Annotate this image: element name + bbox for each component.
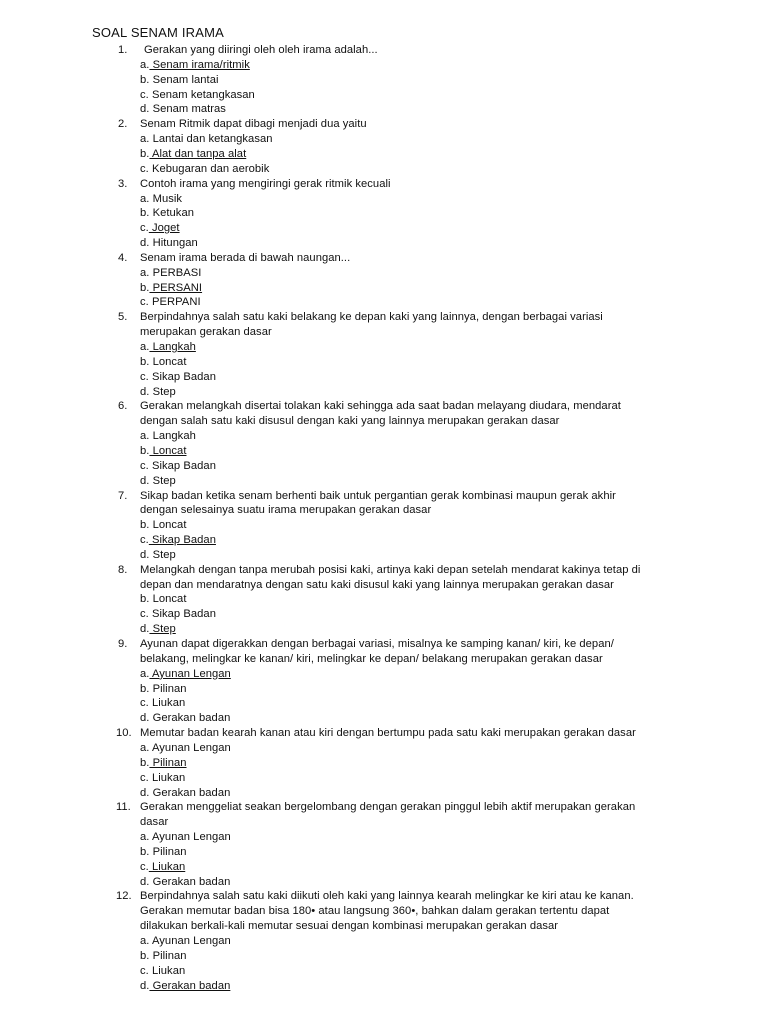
answer-option-correct [140,281,202,295]
option-letter: d. [140,623,150,636]
option-text: Senam matras [149,103,226,116]
question-number: 6. [118,400,128,413]
option-text: Sikap Badan [148,608,216,621]
question-number: 3. [118,177,128,190]
option-text: Loncat [149,355,187,368]
option-letter: b. [140,845,150,858]
question-text: Gerakan yang diiringi oleh oleh irama adalah... [144,44,378,56]
answer-option [140,518,187,532]
option-text: Sikap Badan [148,370,216,383]
option-letter: b. [140,519,150,532]
option-letter: b. [140,147,150,160]
answer-option [140,266,201,280]
page-title: SOAL SENAM IRAMA [92,25,225,40]
question-number: 7. [118,489,128,502]
answer-option [140,355,187,369]
option-text: Sikap Badan [148,534,216,547]
answer-option [140,295,201,309]
answer-option [140,385,176,399]
option-letter: d. [140,385,150,398]
answer-option-correct [140,533,216,547]
answer-option [140,206,194,220]
answer-option-correct [140,340,196,354]
option-text: Ayunan Lengan [149,935,231,947]
option-text: Gerakan badan [149,786,231,799]
answer-option [140,845,187,859]
option-letter: b. [140,756,150,769]
question-text: Gerakan melangkah disertai tolakan kaki sehingga ada saat badan melayang diudara, mendarat [140,400,621,413]
option-letter: c. [140,697,149,710]
answer-option [140,474,176,488]
option-letter: d. [140,786,150,799]
option-text: Gerakan badan [149,875,231,888]
question-text: dengan salah satu kaki disusul dengan kaki yang lainnya merupakan gerakan dasar [140,415,560,428]
option-text: Ayunan Lengan [149,667,231,680]
answer-option-correct [140,667,231,681]
question-text: Contoh irama yang mengiringi gerak ritmik kecuali [140,177,391,190]
option-text: Liukan [148,964,186,977]
answer-option [140,711,230,725]
option-letter: a. [140,935,150,947]
question-text: Berpindahnya salah satu kaki belakang ke depan kaki yang lainnya, dengan berbagai variasi [140,311,603,324]
question-text: Senam Ritmik dapat dibagi menjadi dua yaitu [140,118,367,131]
option-text: Senam irama/ritmik [149,58,250,71]
option-text: PERBASI [149,266,202,279]
option-text: Pilinan [149,845,187,858]
answer-option-correct [140,58,250,72]
question-text: Gerakan menggeliat seakan bergelombang dengan gerakan pinggul lebih aktif merupakan gerakan [140,801,636,814]
option-text: Liukan [148,697,186,710]
answer-option [140,682,187,696]
option-text: Loncat [149,519,187,532]
option-text: Langkah [149,341,196,353]
option-text: Pilinan [149,949,187,962]
option-text: Pilinan [149,756,187,769]
option-text: Sikap Badan [148,459,216,472]
option-letter: a. [140,741,150,754]
option-letter: d. [140,979,150,992]
option-letter: a. [140,266,150,279]
option-letter: a. [140,667,150,680]
question-text: dilakukan berkali-kali memutar sesuai dengan kombinasi merupakan gerakan dasar [140,920,559,933]
option-letter: c. [140,88,149,101]
question-number: 11. [116,801,131,814]
option-letter: b. [140,593,150,606]
option-text: Alat dan tanpa alat [149,147,247,160]
option-text: Liukan [148,860,186,873]
question-text: Senam irama berada di bawah naungan... [140,251,351,264]
option-letter: c. [140,534,149,547]
question-text: dengan selesainya suatu irama merupakan gerakan dasar [140,504,432,517]
option-letter: c. [140,222,149,235]
option-letter: a. [140,831,150,844]
option-text: Loncat [149,444,187,457]
option-text: PERPANI [148,296,201,309]
option-text: Step [149,623,176,636]
question-text: Memutar badan kearah kanan atau kiri dengan bertumpu pada satu kaki merupakan gerakan dasar [140,727,636,740]
answer-option [140,592,187,606]
option-letter: c. [140,771,149,784]
option-text: Hitungan [149,237,198,250]
question-text: Ayunan dapat digerakkan dengan berbagai variasi, misalnya ke samping kanan/ kiri, ke depan/ [140,638,614,650]
option-text: Loncat [149,593,187,606]
question-text: Sikap badan ketika senam berhenti baik untuk pergantian gerak kombinasi maupun gerak akhir [140,489,616,502]
answer-option-correct [140,756,187,770]
option-letter: c. [140,608,149,621]
question-number: 8. [118,563,128,576]
option-text: Gerakan badan [149,712,231,725]
answer-option [140,88,255,102]
answer-option [140,370,216,384]
option-letter: d. [140,548,150,561]
option-text: PERSANI [149,281,203,294]
option-text: Ayunan Lengan [149,831,231,844]
option-letter: b. [140,207,150,220]
answer-option [140,741,231,755]
answer-option [140,429,196,443]
option-text: Liukan [148,771,186,784]
option-letter: b. [140,444,150,457]
question-text: Melangkah dengan tanpa merubah posisi kaki, artinya kaki depan setelah mendarat kakinya tetap di [140,563,641,576]
option-text: Kebugaran dan aerobik [148,162,270,175]
answer-option [140,786,230,800]
option-letter: d. [140,474,150,487]
answer-option [140,607,216,621]
question-number: 2. [118,118,128,131]
option-text: Ayunan Lengan [149,741,231,754]
question-number: 5. [118,311,128,324]
option-letter: b. [140,281,150,294]
option-letter: c. [140,459,149,472]
option-letter: a. [140,192,150,205]
option-letter: c. [140,162,149,175]
option-letter: d. [140,237,150,250]
answer-option-correct [140,860,185,874]
answer-option [140,830,231,844]
answer-option [140,696,185,710]
option-text: Step [149,385,176,398]
question-text: Gerakan memutar badan bisa 180• atau langsung 360•, bahkan dalam gerakan tertentu dapat [140,905,610,918]
answer-option [140,192,182,206]
question-text: belakang, melingkar ke kanan/ kiri, melingkar ke depan/ belakang merupakan gerakan dasar [140,652,603,665]
answer-option-correct [140,147,246,161]
option-text: Gerakan badan [149,979,231,992]
answer-option-correct [140,444,187,458]
answer-option [140,875,230,889]
answer-option-correct [140,221,180,235]
option-letter: c. [140,860,149,873]
question-number: 10. [116,727,132,740]
option-letter: d. [140,103,150,116]
option-text: Senam ketangkasan [148,88,255,101]
question-text: Berpindahnya salah satu kaki diikuti oleh kaki yang lainnya kearah melingkar ke kiri atau ke kanan. [140,890,634,903]
option-text: Lantai dan ketangkasan [149,133,273,146]
answer-option-correct [140,622,176,636]
option-text: Step [149,474,176,487]
question-number: 1. [118,44,128,56]
answer-option [140,964,185,978]
option-letter: b. [140,682,150,695]
answer-option [140,162,269,176]
question-text: dasar [140,816,169,829]
option-letter: b. [140,73,150,86]
answer-option [140,132,273,146]
answer-option [140,236,198,250]
option-letter: c. [140,296,149,309]
option-letter: a. [140,58,150,71]
option-letter: b. [140,355,150,368]
option-text: Joget [148,222,180,235]
question-text: depan dan mendaratnya dengan satu kaki disusul kaki yang lainnya merupakan gerakan dasar [140,578,614,591]
option-text: Step [149,548,176,561]
option-text: Senam lantai [149,73,219,86]
option-letter: d. [140,712,150,725]
option-letter: b. [140,949,150,962]
answer-option [140,548,176,562]
option-text: Langkah [149,430,196,443]
answer-option [140,459,216,473]
option-letter: c. [140,964,149,977]
option-letter: a. [140,133,150,146]
option-letter: c. [140,370,149,383]
option-text: Ketukan [149,207,194,220]
answer-option [140,102,226,116]
option-text: Musik [149,192,183,205]
option-letter: a. [140,430,150,443]
answer-option [140,949,187,963]
answer-option-correct [140,979,230,993]
question-number: 4. [118,251,128,264]
answer-option [140,771,185,785]
option-text: Pilinan [149,682,187,695]
option-letter: d. [140,875,150,888]
option-letter: a. [140,341,150,353]
answer-option [140,73,219,87]
question-number: 12. [116,890,132,903]
question-number: 9. [118,638,128,650]
question-text: merupakan gerakan dasar [140,326,272,339]
answer-option [140,934,231,948]
